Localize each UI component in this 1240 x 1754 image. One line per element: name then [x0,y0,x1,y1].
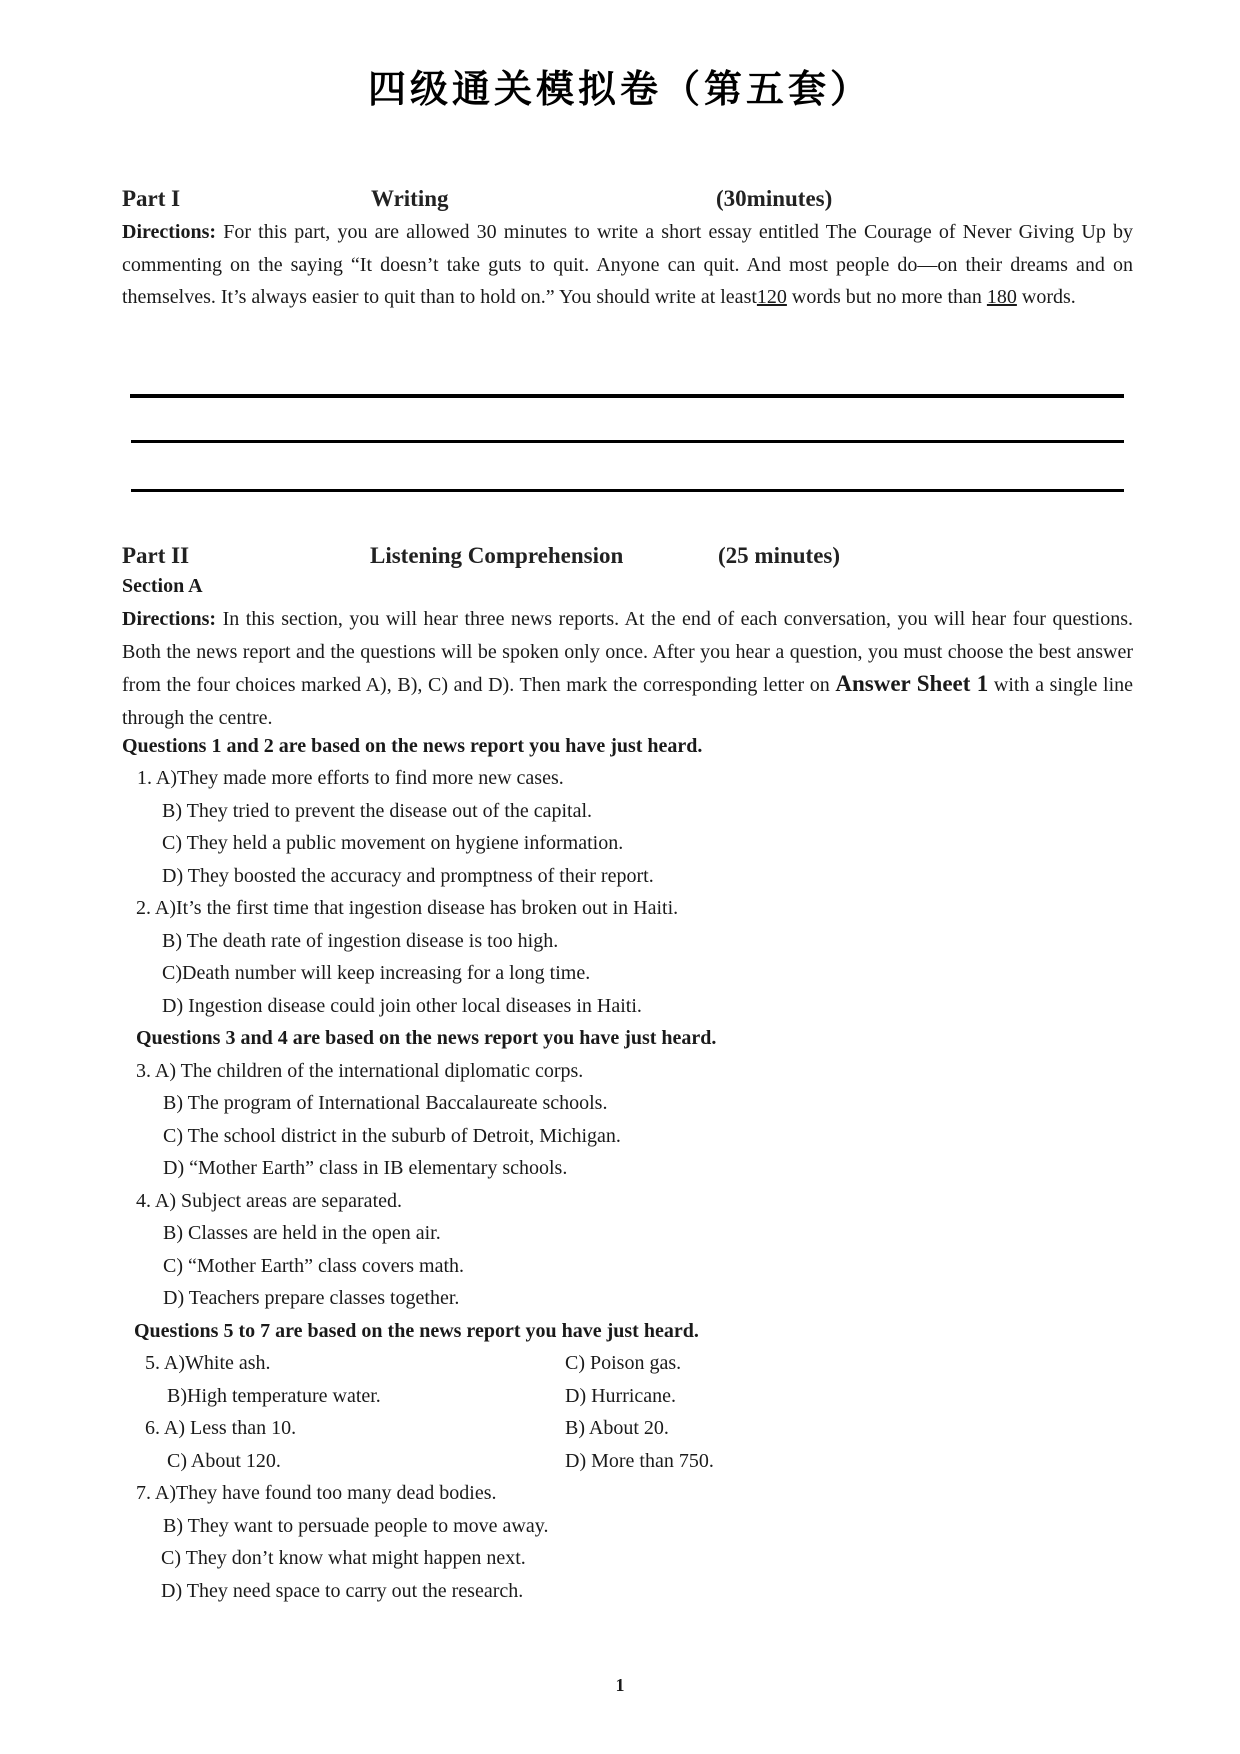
option-d: D) They need space to carry out the research. [161,1580,524,1602]
option-b: B) About 20. [565,1417,669,1439]
option-c: C) About 120. [167,1450,281,1472]
option-c: C) They held a public movement on hygiene information. [162,832,624,854]
option-b: B) Classes are held in the open air. [163,1222,441,1244]
question-5 [145,1352,271,1375]
directions-label: Directions: [122,221,217,243]
part2-directions [122,603,1133,734]
option-c: C) “Mother Earth” class covers math. [163,1255,465,1277]
part2-heading [122,543,1133,573]
option-d: D) Ingestion disease could join other local diseases in Haiti. [162,995,642,1017]
question-number: 4. [136,1190,151,1212]
option-c: C) They don’t know what might happen next. [161,1547,526,1569]
directions-text: words but no more than [786,286,987,308]
question-7 [136,1482,496,1505]
directions-text: In this section, you will hear three news reports. At the end of each conversation, you will hear four questions. Both the news report and the questions will be spoken only once. After you hear a question, you must choose the best answer from the four choices marked A), B), C) and D). Then mark the corresponding letter on [122,608,1133,696]
option-a: A) Less than 10. [163,1417,297,1439]
page-number: 1 [615,1675,625,1695]
option-d: D) They boosted the accuracy and promptness of their report. [162,865,654,887]
directions-text: with a single line through the centre. [122,674,1133,729]
part2-time: (25 minutes) [718,543,841,568]
part1-heading [122,186,1133,216]
option-d: D) More than 750. [565,1450,714,1472]
part2-label: Part II [122,543,190,568]
option-a: A)They made more efforts to find more new cases. [155,767,564,789]
option-b: B)High temperature water. [167,1385,381,1407]
part2-name: Listening Comprehension [370,543,624,568]
option-c: C) The school district in the suburb of Detroit, Michigan. [163,1125,621,1147]
question-2 [136,897,678,920]
option-b: B) The program of International Baccalaureate schools. [163,1092,608,1114]
question-number: 5. [145,1352,160,1374]
option-a: A) Subject areas are separated. [154,1190,402,1212]
option-a: A) The children of the international diplomatic corps. [154,1060,584,1082]
option-a: A)White ash. [163,1352,271,1374]
writing-line [131,489,1124,492]
option-b: B) The death rate of ingestion disease is too high. [162,930,559,952]
part1-label: Part I [122,186,181,211]
document-title: 四级通关模拟卷（第五套） [367,67,872,111]
writing-line [131,440,1124,443]
option-b: B) They tried to prevent the disease out of the capital. [162,800,593,822]
question-number: 6. [145,1417,160,1439]
option-b: B) They want to persuade people to move away. [163,1515,549,1537]
max-words: 180 [986,286,1017,308]
question-number: 7. [136,1482,151,1504]
question-number: 2. [136,897,151,919]
question-group-heading: Questions 5 to 7 are based on the news report you have just heard. [134,1320,699,1342]
option-d: D) “Mother Earth” class in IB elementary schools. [163,1157,568,1179]
question-1 [137,767,564,790]
directions-text: For this part, you are allowed 30 minutes to write a short essay entitled The Courage of Never Giving Up by commenting on the saying “It doesn’t take guts to quit. Anyone can quit. And most people do—on their dreams and on themselves. It’s always easier to quit than to hold on.” You should write at least [122,221,1133,308]
option-c: C)Death number will keep increasing for a long time. [162,962,591,984]
question-6 [145,1417,296,1440]
section-a-heading: Section A [122,575,203,597]
option-d: D) Hurricane. [565,1385,677,1407]
question-group-heading: Questions 3 and 4 are based on the news report you have just heard. [136,1027,717,1049]
writing-line [130,394,1124,398]
question-number: 1. [137,767,152,789]
part1-directions [122,216,1133,314]
option-a: A)It’s the first time that ingestion disease has broken out in Haiti. [154,897,679,919]
question-3 [136,1060,583,1083]
part1-name: Writing [371,186,449,211]
part1-time: (30minutes) [716,186,833,211]
question-4 [136,1190,402,1213]
question-group-heading: Questions 1 and 2 are based on the news report you have just heard. [122,735,703,757]
question-number: 3. [136,1060,151,1082]
answer-sheet-label: Answer Sheet 1 [835,671,989,696]
option-a: A)They have found too many dead bodies. [154,1482,497,1504]
option-d: D) Teachers prepare classes together. [163,1287,460,1309]
min-words: 120 [756,286,787,308]
directions-text: words. [1016,286,1076,308]
directions-label: Directions: [122,608,217,630]
option-c: C) Poison gas. [565,1352,682,1374]
